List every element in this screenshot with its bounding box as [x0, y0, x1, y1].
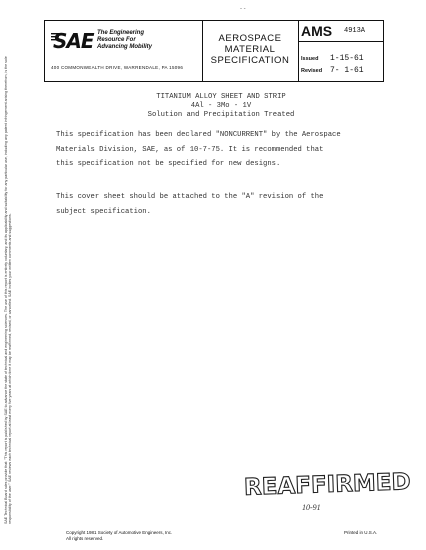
- tagline-line: Resource For: [97, 37, 136, 43]
- ams-number: 4913A: [344, 27, 366, 35]
- top-mark: - -: [240, 6, 246, 12]
- issued-value: 1-15-61: [330, 54, 364, 63]
- sae-rules-vertical-text: SAE Technical Board rules provide that: "This report is published by SAE to advance the state of technical and engineering sciences. The use of this report is entirely voluntary, and its applicability and suitability for any particular use, including any patent infringement arising therefrom, is the sole responsibility of the user." SAE reviews each technical report at least every five years at which time it may be reaffirmed, revised, or cancelled. SAE invites your written comments and suggestions.: [4, 56, 13, 524]
- tagline-line: Advancing Mobility: [97, 44, 153, 50]
- sae-logo: SAE: [53, 29, 94, 53]
- document-title: [56, 93, 386, 120]
- spec-title-line: SPECIFICATION: [210, 55, 290, 66]
- sae-logo-block: [45, 21, 203, 81]
- rights-text: All rights reserved.: [66, 536, 104, 541]
- printed-in-text: Printed in U.S.A.: [344, 530, 378, 535]
- spec-title-line: AEROSPACE: [218, 33, 282, 44]
- title-line: 4Al - 3Mo - 1V: [190, 102, 252, 110]
- tagline-line: The Engineering: [97, 30, 145, 36]
- spec-title-line: MATERIAL: [224, 44, 276, 55]
- cover-sheet-paragraph: This cover sheet should be attached to the "A" revision of the subject specification.: [56, 193, 324, 216]
- ams-block: [298, 21, 383, 81]
- title-line: Solution and Precipitation Treated: [147, 111, 295, 119]
- copyright-footer: [66, 530, 172, 542]
- ams-row: [298, 21, 383, 42]
- copyright-text: Copyright 1981 Society of Automotive Engineers, Inc.: [66, 530, 173, 535]
- issued-label: Issued: [301, 56, 319, 62]
- reaffirmed-stamp: REAFFIRMED: [243, 469, 412, 501]
- sae-address: 400 COMMONWEALTH DRIVE, WARRENDALE, PA 15096: [51, 65, 184, 70]
- revised-label: Revised: [301, 68, 323, 74]
- noncurrent-paragraph: This specification has been declared "NONCURRENT" by the Aerospace Materials Division, SAE, as of 10-7-75. It is recommended that this specification not be specified for new designs.: [56, 131, 341, 168]
- reaffirmed-date: 10-91: [302, 503, 321, 512]
- title-line: TITANIUM ALLOY SHEET AND STRIP: [156, 93, 286, 101]
- sae-tagline: [97, 30, 152, 51]
- spec-title-block: [202, 21, 299, 81]
- spec-header: [44, 20, 384, 82]
- ams-label: AMS: [301, 23, 333, 39]
- spec-title: [202, 33, 298, 66]
- revised-value: 7- 1-61: [330, 66, 364, 75]
